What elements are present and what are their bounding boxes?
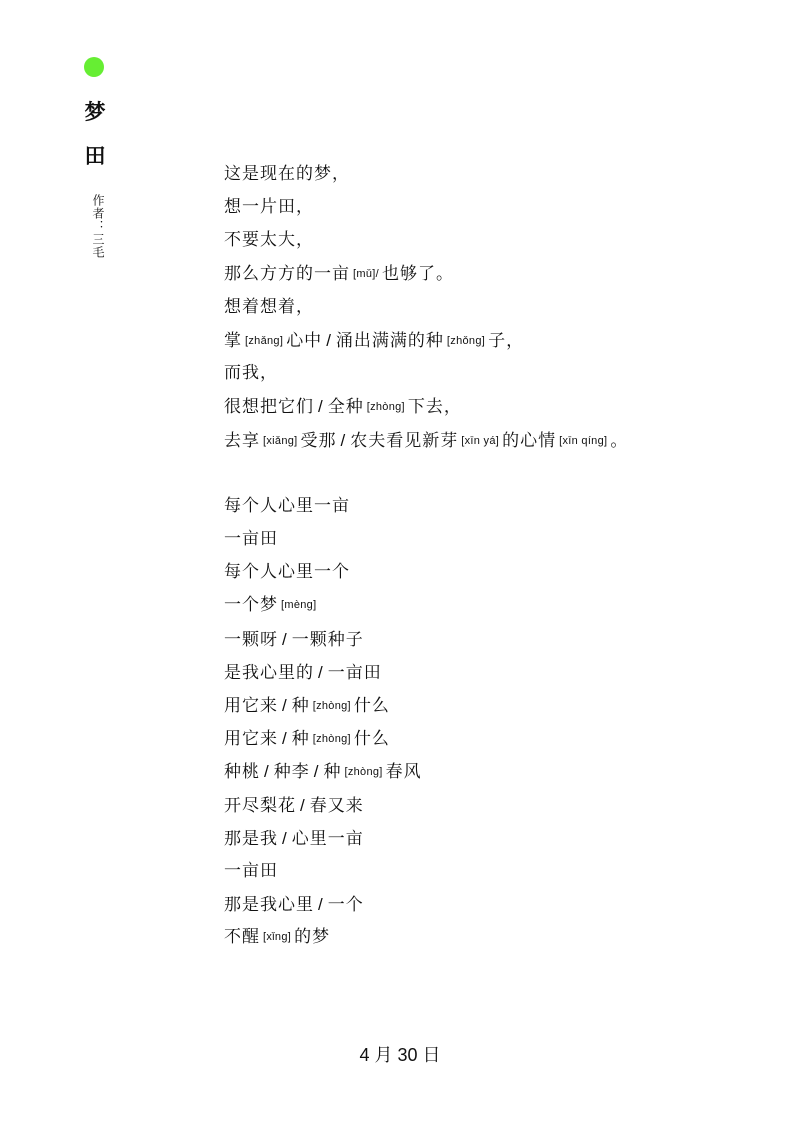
line-text: 用它来	[224, 729, 278, 750]
pinyin-annotation: [xǐng]	[263, 931, 292, 944]
pinyin-annotation: [zhòng]	[366, 401, 405, 414]
line-text: 那么方方的一亩	[224, 263, 350, 284]
line-text: 一个梦	[224, 595, 278, 616]
title-char-1: 梦	[84, 99, 106, 124]
slash-separator: /	[282, 729, 288, 749]
slash-separator: /	[318, 895, 324, 915]
line-text: 涌出满满的种	[335, 330, 444, 351]
poem-line	[224, 888, 764, 921]
poem-line	[224, 556, 764, 589]
pinyin-annotation: [zhǒng]	[446, 334, 486, 347]
poem-line	[224, 855, 764, 888]
pinyin-annotation: [zhǎng]	[245, 334, 284, 347]
pinyin-annotation: [mǔ]/	[353, 267, 379, 280]
pinyin-annotation: [mèng]	[281, 599, 317, 612]
slash-separator: /	[282, 828, 288, 848]
line-text: 一颗呀	[224, 629, 278, 650]
poem-line	[224, 258, 764, 291]
line-text: 的心情	[502, 430, 557, 451]
line-text: 春又来	[309, 795, 364, 816]
slash-separator: /	[313, 762, 320, 782]
line-text: 子，	[488, 330, 525, 351]
line-text: 去享	[224, 430, 260, 451]
pinyin-annotation: [zhòng]	[312, 733, 351, 746]
line-text: 不要太大，	[224, 230, 314, 251]
line-text: 。	[610, 430, 629, 451]
line-text: 而我，	[224, 363, 278, 384]
slash-separator: /	[318, 662, 324, 682]
line-text: 什么	[353, 696, 390, 716]
line-text: 什么	[353, 729, 390, 750]
line-text: 农夫看见新芽	[350, 430, 459, 451]
line-text: 一颗种子	[291, 629, 364, 650]
line-text: 心里一亩	[291, 828, 364, 849]
slash-separator: /	[282, 629, 288, 649]
line-text: 想一片田，	[224, 197, 314, 218]
stanza-gap	[224, 457, 764, 490]
slash-separator: /	[264, 762, 270, 782]
line-text: 不醒	[224, 927, 260, 948]
poem-line	[224, 623, 764, 656]
line-text: 每个人心里一亩	[224, 495, 350, 516]
poem-line	[224, 224, 764, 257]
poem-line	[224, 191, 764, 224]
line-text: 受那	[300, 430, 337, 451]
poem-line	[224, 357, 764, 390]
line-text: 一亩田	[224, 529, 278, 550]
slash-separator: /	[282, 696, 288, 715]
poem-line	[224, 158, 764, 191]
slash-separator: /	[340, 430, 347, 450]
line-text: 种	[291, 696, 310, 716]
slash-separator: /	[318, 397, 324, 417]
line-text: 心中	[286, 330, 323, 351]
slash-separator: /	[300, 795, 306, 815]
poem-line	[224, 324, 764, 357]
pinyin-annotation: [xīn yá]	[461, 434, 500, 447]
pinyin-annotation: [zhòng]	[344, 766, 383, 779]
poem-line	[224, 490, 764, 523]
poem-line	[224, 921, 764, 954]
line-text: 每个人心里一个	[224, 562, 350, 583]
line-text: 掌	[224, 330, 242, 351]
line-text: 那是我心里	[224, 895, 314, 916]
line-text: 种	[291, 729, 310, 750]
slash-separator: /	[326, 330, 332, 350]
pinyin-annotation: [xiǎng]	[263, 434, 298, 447]
green-dot-bullet	[84, 57, 104, 77]
poem-line	[224, 424, 764, 457]
line-text: 一亩田	[224, 860, 278, 881]
line-text: 一亩田	[327, 662, 382, 683]
line-text: 用它来	[224, 696, 278, 716]
line-text: 种李	[273, 762, 310, 783]
line-text: 全种	[327, 397, 364, 418]
poem-line	[224, 523, 764, 556]
line-text: 一个	[327, 895, 364, 916]
line-text: 的梦	[294, 927, 331, 948]
poem-line	[224, 722, 764, 755]
line-text: 种	[323, 762, 342, 783]
author-vertical: 作者：三毛	[91, 194, 105, 259]
poem-line	[224, 390, 764, 423]
pinyin-annotation: [xīn qíng]	[559, 434, 608, 447]
line-text: 想着想着，	[224, 296, 314, 317]
poem-line	[224, 789, 764, 822]
poem-line	[224, 656, 764, 689]
title-char-2: 田	[84, 143, 106, 168]
line-text: 春风	[385, 762, 422, 783]
poem-line	[224, 822, 764, 855]
poem-body	[224, 158, 764, 955]
poem-line	[224, 689, 764, 722]
line-text: 种桃	[224, 762, 260, 783]
line-text: 很想把它们	[224, 397, 314, 418]
line-text: 下去，	[407, 397, 462, 418]
line-text: 这是现在的梦，	[224, 164, 350, 184]
date-footer: 4 月 30 日	[359, 1045, 441, 1065]
line-text: 也够了。	[381, 263, 454, 284]
line-text: 那是我	[224, 828, 278, 849]
poem-line	[224, 291, 764, 324]
pinyin-annotation: [zhòng]	[312, 700, 351, 712]
line-text: 开尽梨花	[224, 795, 296, 816]
line-text: 是我心里的	[224, 662, 314, 683]
poem-line	[224, 755, 764, 788]
poem-line	[224, 589, 764, 622]
